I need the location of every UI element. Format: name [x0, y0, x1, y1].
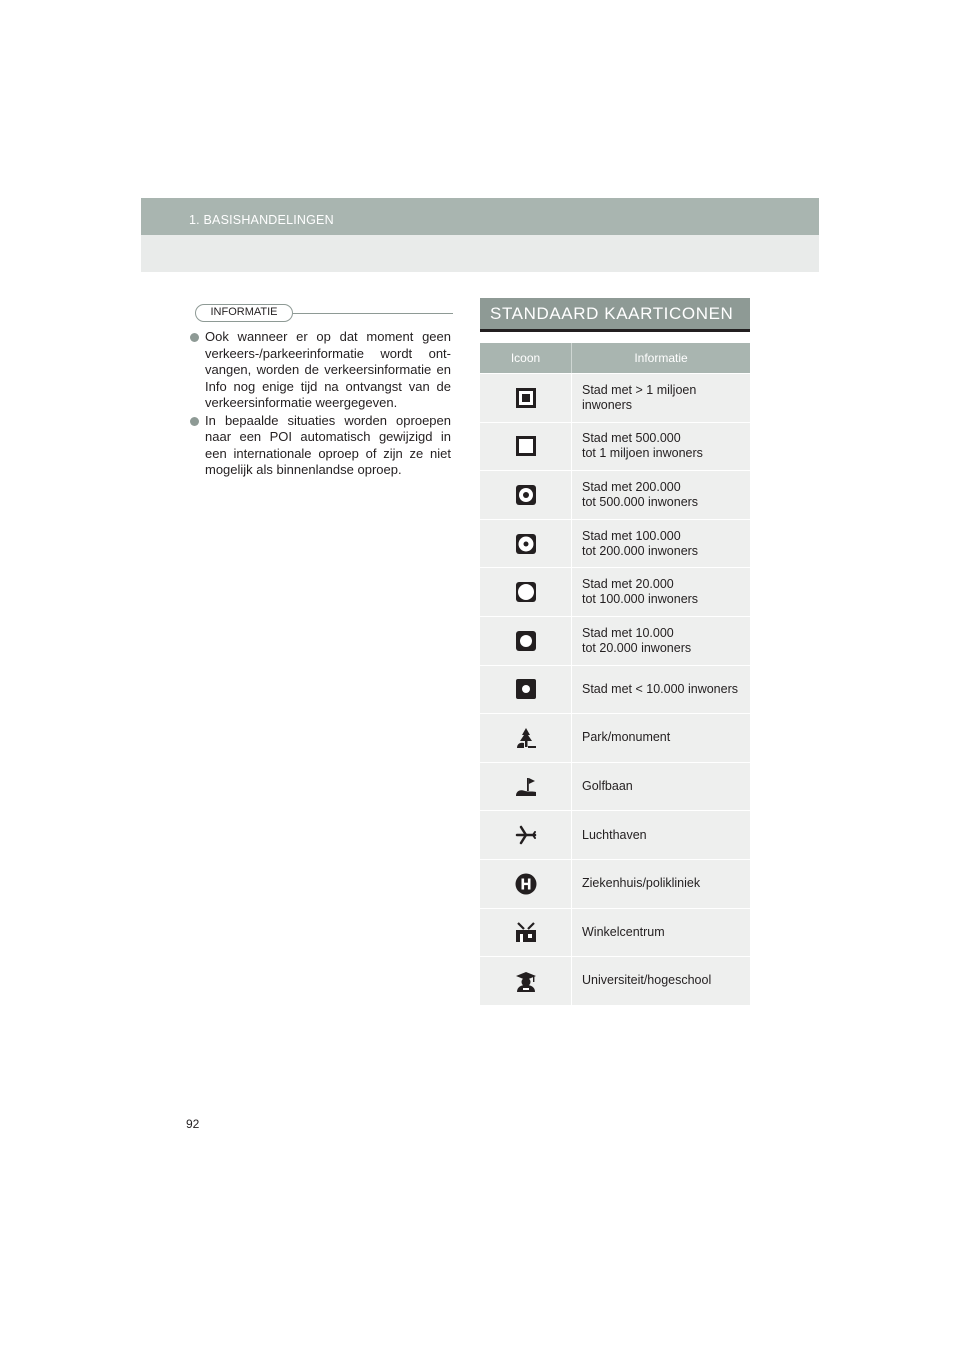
table-row [480, 373, 750, 422]
row-text: tot 200.000 inwoners [582, 543, 699, 558]
info-item [190, 329, 451, 412]
row-text: Universiteit/hogeschool [582, 973, 712, 988]
city-200k-500k-icon [515, 484, 537, 506]
row-text: Ziekenhuis/polikliniek [582, 876, 701, 891]
page-number: 92 [186, 1117, 200, 1131]
city-100k-200k-icon [515, 533, 537, 555]
row-text: Park/monument [582, 730, 671, 745]
bullet-icon [190, 417, 199, 426]
info-divider [293, 313, 453, 314]
section-title: STANDAARD KAARTICONEN [490, 304, 734, 323]
row-text: Stad met 500.000 [582, 431, 681, 446]
row-text: Stad met 100.000 [582, 528, 681, 543]
table-row [480, 665, 750, 714]
table-header [480, 343, 750, 373]
column-header-icon: Icoon [480, 343, 572, 373]
row-text: Stad met > 1 miljoen [582, 382, 697, 397]
table-row [480, 422, 750, 471]
row-text: Golfbaan [582, 779, 633, 794]
hospital-icon [515, 873, 537, 895]
row-text: Winkelcentrum [582, 924, 665, 939]
row-text: Stad met < 10.000 inwoners [582, 681, 738, 696]
bullet-icon [190, 333, 199, 342]
city-20k-100k-icon [515, 581, 537, 603]
shopping-center-icon [515, 921, 537, 943]
table-row [480, 859, 750, 908]
table-row [480, 956, 750, 1005]
table-row [480, 762, 750, 811]
row-text: Stad met 20.000 [582, 577, 674, 592]
table-row [480, 810, 750, 859]
row-text: Stad met 10.000 [582, 625, 674, 640]
city-over-1m-icon [515, 387, 537, 409]
city-under-10k-icon [515, 678, 537, 700]
info-label: INFORMATIE [195, 304, 293, 322]
city-10k-20k-icon [515, 630, 537, 652]
table-row [480, 567, 750, 616]
row-text: tot 100.000 inwoners [582, 592, 699, 607]
info-text: In bepaalde situaties worden oproepen naar een POI automatisch gewijzigd in een internationale oproep of zijn ze niet mogelijk als binnenlandse oproep. [205, 412, 451, 477]
row-text: inwoners [582, 397, 633, 412]
table-row [480, 616, 750, 665]
row-text: tot 500.000 inwoners [582, 494, 699, 509]
info-item [190, 413, 451, 479]
column-header-info: Informatie [634, 351, 688, 365]
section-header-title: 1. BASISHANDELINGEN [189, 213, 334, 227]
table-row [480, 470, 750, 519]
park-monument-icon [515, 727, 537, 749]
row-text: tot 1 miljoen inwoners [582, 446, 703, 461]
table-row [480, 713, 750, 762]
row-text: tot 20.000 inwoners [582, 640, 692, 655]
golf-course-icon [515, 776, 537, 798]
header-band [141, 198, 819, 272]
map-icons-table [480, 343, 750, 1005]
header-strip [141, 198, 819, 235]
table-row [480, 519, 750, 568]
section-title-bar [480, 298, 750, 332]
airport-icon [515, 824, 537, 846]
info-text: Ook wanneer er op dat moment geen verkeers-/parkeerinformatie wordt ont-vangen, worden de verkeersinformatie en Info nog enige tijd na ontvangst van de verkeersinformatie weergegeven. [205, 329, 451, 410]
university-icon [515, 970, 537, 992]
row-text: Stad met 200.000 [582, 479, 681, 494]
city-500k-1m-icon [515, 435, 537, 457]
table-row [480, 908, 750, 957]
info-list [190, 329, 451, 480]
row-text: Luchthaven [582, 827, 647, 842]
